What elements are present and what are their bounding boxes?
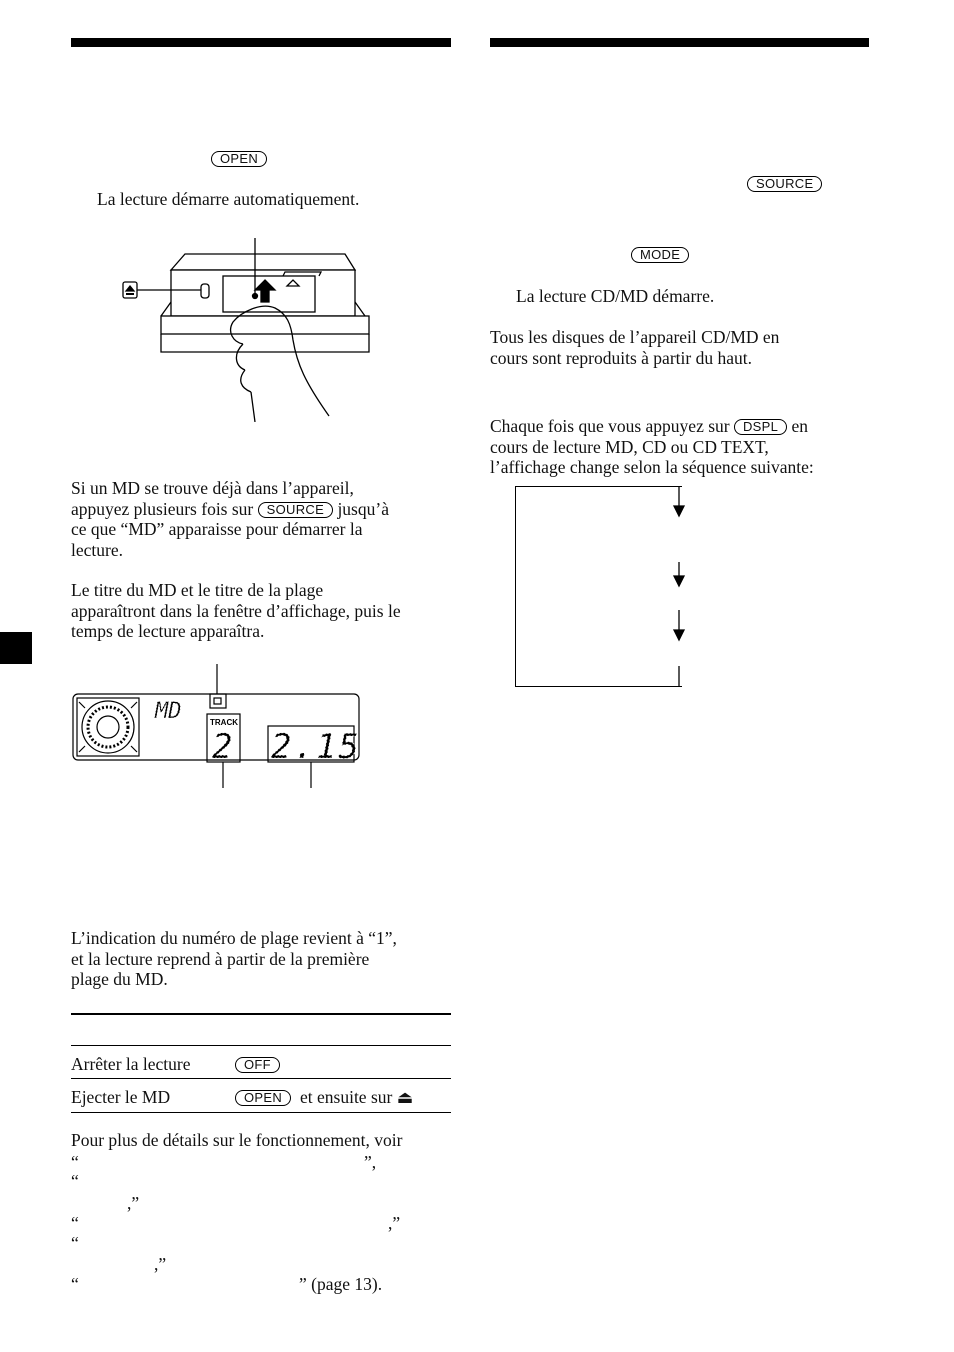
right-para2 bbox=[490, 416, 814, 478]
left-para2-line3: temps de lecture apparaîtra. bbox=[71, 621, 265, 641]
table-row-eject-suffix: et ensuite sur ⏏ bbox=[300, 1087, 414, 1107]
left-para2-line1: Le titre du MD et le titre de la plage bbox=[71, 580, 324, 600]
right-para2-post: en bbox=[791, 416, 809, 436]
open-button-eject[interactable]: OPEN bbox=[235, 1090, 291, 1106]
off-button[interactable]: OFF bbox=[235, 1057, 280, 1073]
table-row-stop-action: Arrêter la lecture bbox=[71, 1054, 191, 1074]
details-quote-3: “ bbox=[71, 1171, 79, 1191]
details-first-line: Pour plus de détails sur le fonctionnement, voir bbox=[71, 1130, 403, 1150]
right-para1 bbox=[490, 327, 779, 368]
details-quote-1: “ bbox=[71, 1152, 79, 1172]
open-button[interactable]: OPEN bbox=[211, 151, 267, 167]
right-para1-line2: cours sont reproduits à partir du haut. bbox=[490, 347, 752, 368]
display-track-label: TRACK bbox=[210, 718, 238, 727]
playback-text: La lecture CD/MD démarre. bbox=[516, 286, 715, 306]
step2-text: La lecture démarre automatiquement. bbox=[97, 189, 360, 209]
left-para2 bbox=[71, 580, 401, 642]
right-para2-line1 bbox=[490, 416, 814, 437]
left-para1 bbox=[71, 478, 389, 560]
left-para3-line2: et la lecture reprend à partir de la première bbox=[71, 948, 370, 969]
dspl-button[interactable]: DSPL bbox=[734, 419, 787, 435]
table-row-eject-action: Ejecter le MD bbox=[71, 1087, 171, 1107]
display-time: 2.15 bbox=[271, 727, 361, 767]
source-button-right[interactable]: SOURCE bbox=[747, 176, 822, 192]
section-side-tab bbox=[0, 632, 32, 664]
right-para2-line2: cours de lecture MD, CD ou CD TEXT, bbox=[490, 436, 769, 457]
right-heading-bar bbox=[490, 38, 869, 47]
details-quote-4: ,” bbox=[127, 1193, 140, 1213]
right-para1-line1: Tous les disques de l’appareil CD/MD en bbox=[490, 327, 780, 347]
left-para1-line3: ce que “MD” apparaisse pour démarrer la bbox=[71, 519, 363, 539]
display-source: MD bbox=[155, 699, 182, 724]
source-button-left[interactable]: SOURCE bbox=[258, 502, 333, 518]
left-heading-bar bbox=[71, 38, 451, 47]
table-row-rule bbox=[71, 1078, 451, 1079]
details-quote-8: ,” bbox=[154, 1254, 167, 1274]
display-track-number: 2 bbox=[212, 727, 233, 767]
table-bottom-rule bbox=[71, 1112, 451, 1113]
table-top-rule bbox=[71, 1013, 451, 1015]
left-para1-line2-text: appuyez plusieurs fois sur bbox=[71, 498, 254, 519]
table-header-rule bbox=[71, 1045, 451, 1046]
details-quote-2: ”, bbox=[364, 1152, 377, 1172]
details-quote-10: ” (page 13). bbox=[299, 1274, 383, 1294]
left-para3-line1: L’indication du numéro de plage revient à “1”, bbox=[71, 928, 397, 948]
mode-button[interactable]: MODE bbox=[631, 247, 689, 263]
md-insert-illustration bbox=[115, 232, 375, 422]
left-para1-line1: Si un MD se trouve déjà dans l’appareil, bbox=[71, 478, 354, 498]
left-para1-line2 bbox=[71, 499, 389, 520]
right-para2-line3: l’affichage change selon la séquence suivante: bbox=[490, 457, 814, 477]
left-para2-line2: apparaîtront dans la fenêtre d’affichage, puis le bbox=[71, 600, 401, 621]
details-quote-7: “ bbox=[71, 1233, 79, 1253]
right-para2-pre: Chaque fois que vous appuyez sur bbox=[490, 416, 730, 436]
left-para1-line4: lecture. bbox=[71, 539, 123, 560]
left-para3 bbox=[71, 928, 397, 990]
display-window-illustration bbox=[71, 662, 371, 792]
left-para3-line3: plage du MD. bbox=[71, 969, 168, 989]
display-sequence-box bbox=[515, 486, 682, 687]
details-quote-5: “ bbox=[71, 1213, 79, 1233]
display-sequence-arrows bbox=[670, 484, 690, 689]
left-para1-line2-end: jusqu’à bbox=[337, 498, 389, 519]
details-quote-9: “ bbox=[71, 1274, 79, 1294]
details-quote-6: ,” bbox=[388, 1213, 401, 1233]
